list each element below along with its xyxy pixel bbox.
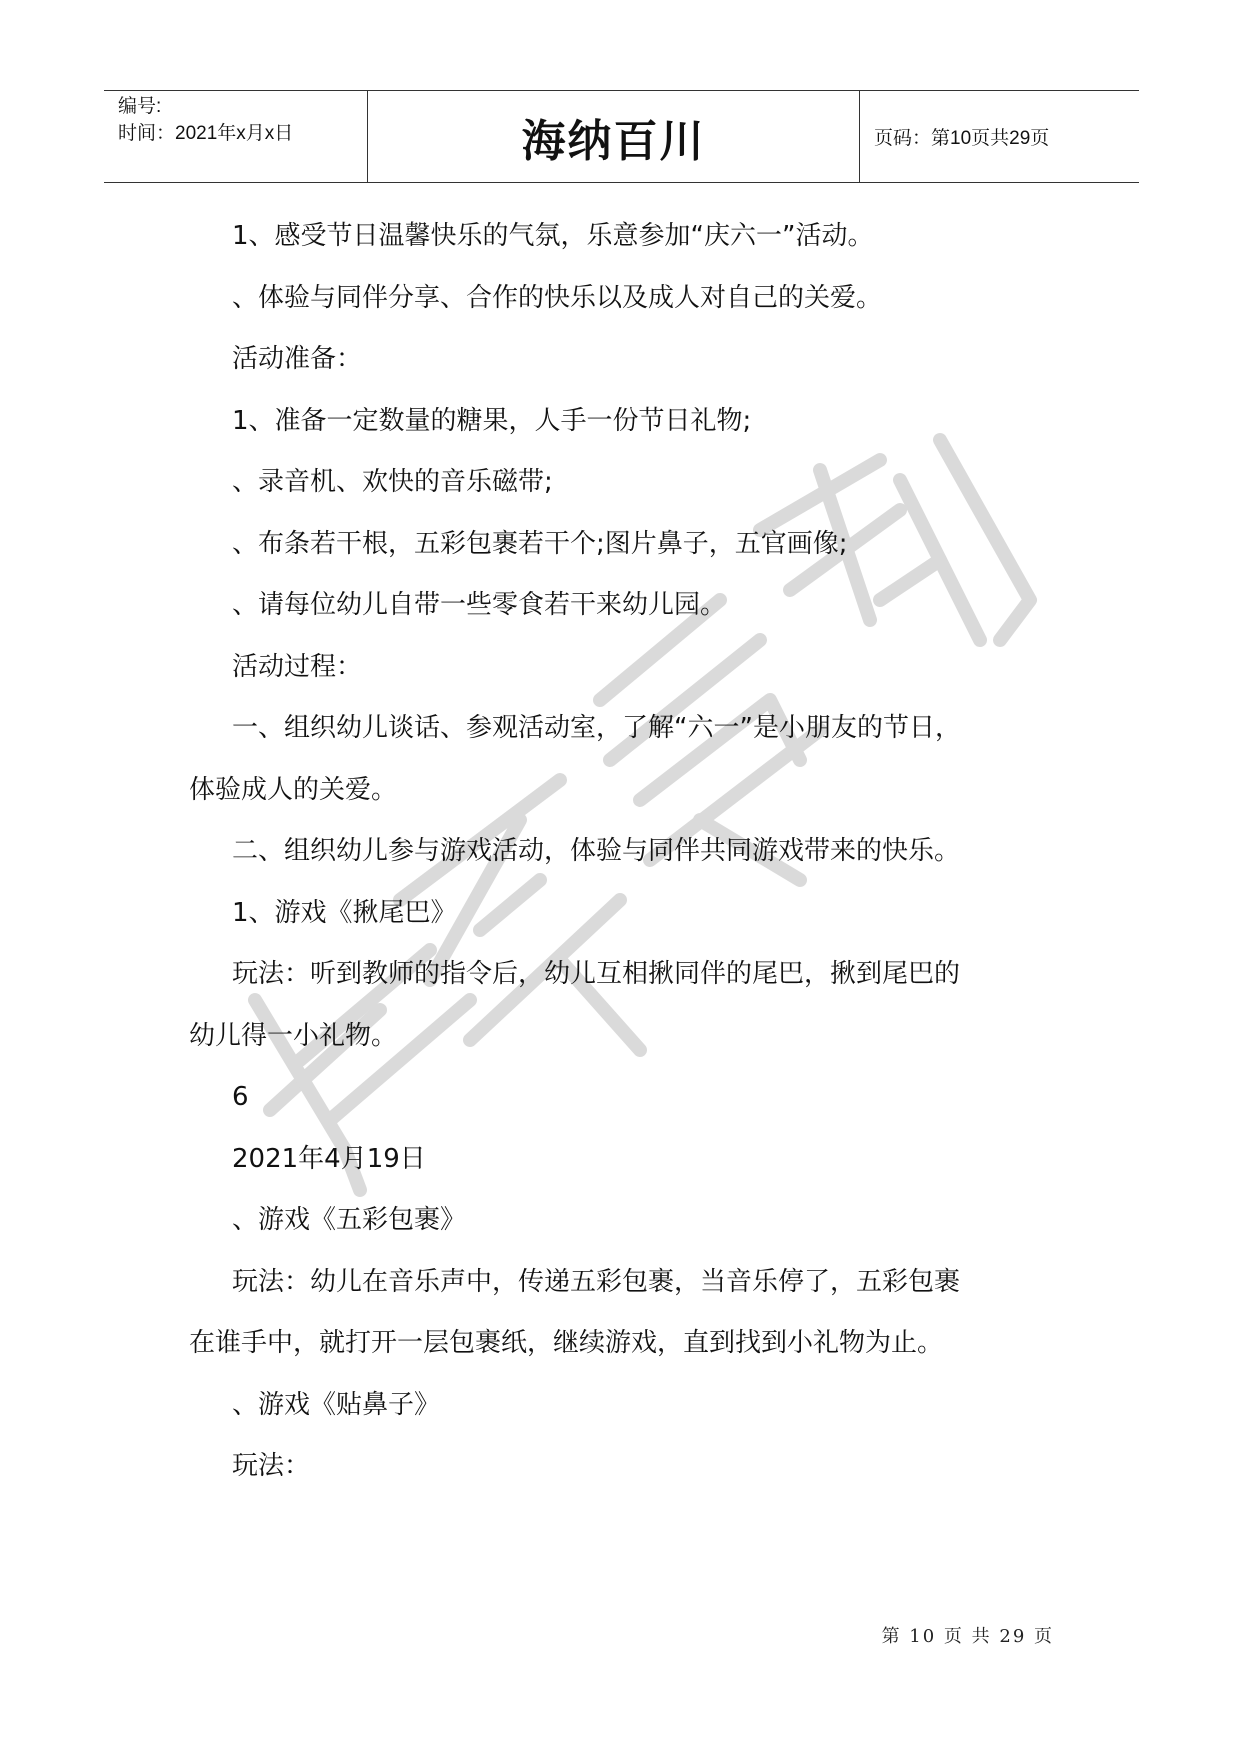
paragraph: 玩法：听到教师的指令后，幼儿互相揪同伴的尾巴，揪到尾巴的 — [232, 959, 961, 989]
doc-time-label: 时间：2021年x月x日 — [118, 123, 294, 144]
paragraph: 活动准备： — [232, 344, 363, 374]
page-footer: 第 10 页 共 29 页 — [881, 1626, 1054, 1647]
header-page-label: 页码：第10页共29页 — [874, 128, 1050, 149]
paragraph: 、游戏《贴鼻子》 — [232, 1389, 441, 1420]
paragraph: 玩法： — [232, 1451, 311, 1481]
page-header — [104, 90, 1139, 183]
paragraph: 幼儿得一小礼物。 — [189, 1020, 398, 1051]
paragraph: 一、组织幼儿谈话、参观活动室，了解“六一”是小朋友的节日， — [232, 713, 961, 743]
paragraph: 2021年4月19日 — [232, 1143, 426, 1174]
paragraph: 、请每位幼儿自带一些零食若干来幼儿园。 — [232, 590, 727, 620]
paragraph: 、体验与同伴分享、合作的快乐以及成人对自己的关爱。 — [232, 282, 883, 313]
header-title: 海纳百川 — [368, 91, 860, 182]
paragraph: 1、感受节日温馨快乐的气氛，乐意参加“庆六一”活动。 — [232, 221, 874, 251]
paragraph: 体验成人的关爱。 — [189, 774, 398, 805]
paragraph: 1、游戏《揪尾巴》 — [232, 897, 457, 928]
paragraph: 活动过程： — [232, 651, 363, 682]
paragraph: 1、准备一定数量的糖果，人手一份节日礼物; — [232, 405, 752, 436]
paragraph: 玩法：幼儿在音乐声中，传递五彩包裹，当音乐停了，五彩包裹 — [232, 1266, 961, 1297]
header-info — [104, 91, 368, 182]
document-body — [189, 206, 1069, 1498]
paragraph: 在谁手中，就打开一层包裹纸，继续游戏，直到找到小礼物为止。 — [189, 1328, 944, 1358]
paragraph: 6 — [232, 1082, 249, 1112]
paragraph: 、录音机、欢快的音乐磁带; — [232, 467, 553, 497]
paragraph: 、游戏《五彩包裹》 — [232, 1205, 467, 1235]
paragraph: 二、组织幼儿参与游戏活动，体验与同伴共同游戏带来的快乐。 — [232, 836, 961, 866]
paragraph: 、布条若干根，五彩包裹若干个;图片鼻子，五官画像; — [232, 528, 848, 559]
doc-number-label: 编号: — [118, 96, 162, 117]
